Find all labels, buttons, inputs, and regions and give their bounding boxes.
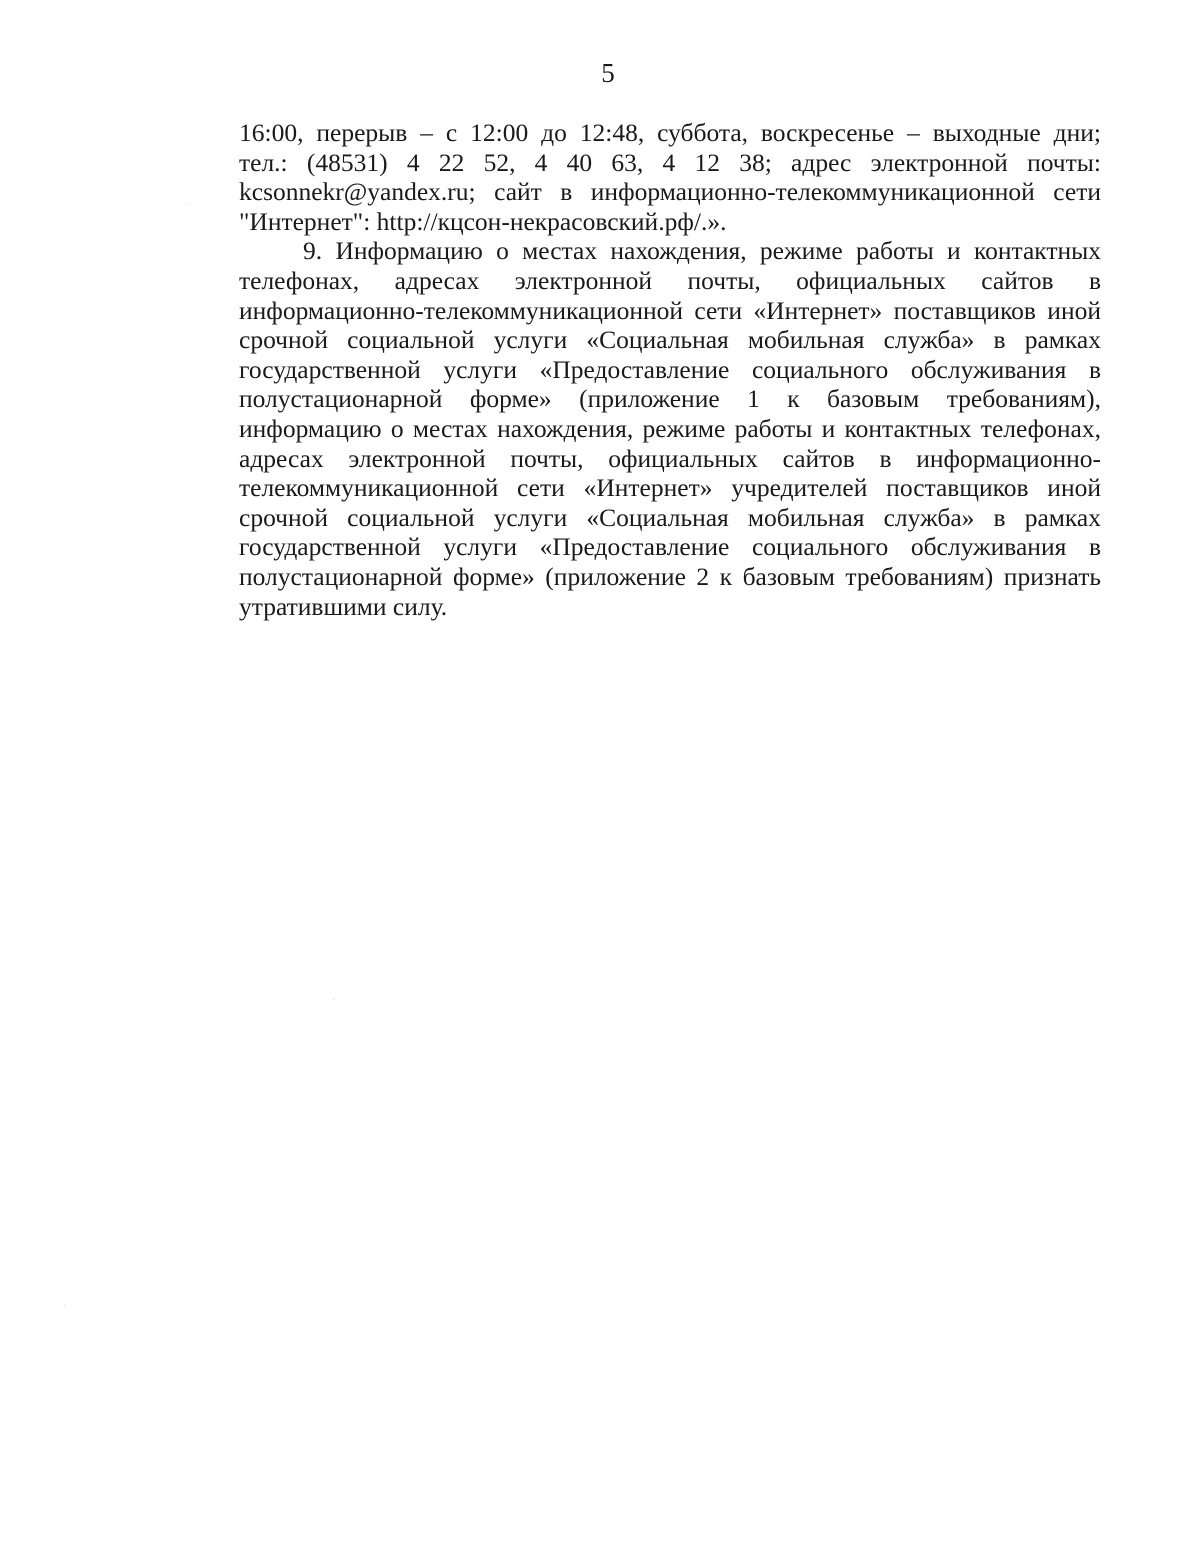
scan-speck — [64, 1305, 65, 1306]
text-line: срочной социальной услуги «Социальная мобильная служба» в рамках — [239, 502, 1101, 532]
text-line: 16:00, перерыв – с 12:00 до 12:48, суббота, воскресенье – выходные дни; — [239, 118, 1101, 147]
text-line: информационно-телекоммуникационной сети «Интернет» поставщиков иной — [239, 295, 1101, 325]
text-line: телефонах, адресах электронной почты, официальных сайтов в — [239, 265, 1101, 295]
document-body — [239, 118, 1101, 621]
scan-speck — [186, 204, 187, 205]
text-line: "Интернет": http://кцсон-некрасовский.рф/.». — [239, 206, 727, 236]
scan-speck — [333, 999, 334, 1000]
text-line: информацию о местах нахождения, режиме работы и контактных телефонах, — [239, 413, 1101, 443]
text-line: полустационарной форме» (приложение 1 к базовым требованиям), — [239, 384, 1101, 414]
page-number: 5 — [601, 58, 615, 88]
text-line: государственной услуги «Предоставление социального обслуживания в — [239, 354, 1101, 384]
paragraph-continuation — [239, 118, 1101, 236]
text-line: полустационарной форме» (приложение 2 к базовым требованиям) признать — [239, 561, 1101, 591]
text-line: утратившими силу. — [239, 591, 448, 621]
paragraph-item-9 — [239, 236, 1101, 621]
text-line: государственной услуги «Предоставление социального обслуживания в — [239, 532, 1101, 562]
text-line: срочной социальной услуги «Социальная мобильная служба» в рамках — [239, 325, 1101, 355]
text-line: адресах электронной почты, официальных сайтов в информационно- — [239, 443, 1101, 473]
text-line: kcsonnekr@yandex.ru; сайт в информационно-телекоммуникационной сети — [239, 177, 1101, 207]
text-line: тел.: (48531) 4 22 52, 4 40 63, 4 12 38; адрес электронной почты: — [239, 147, 1101, 177]
text-line: 9. Информацию о местах нахождения, режиме работы и контактных — [303, 236, 1101, 266]
text-line: телекоммуникационной сети «Интернет» учредителей поставщиков иной — [239, 473, 1101, 503]
